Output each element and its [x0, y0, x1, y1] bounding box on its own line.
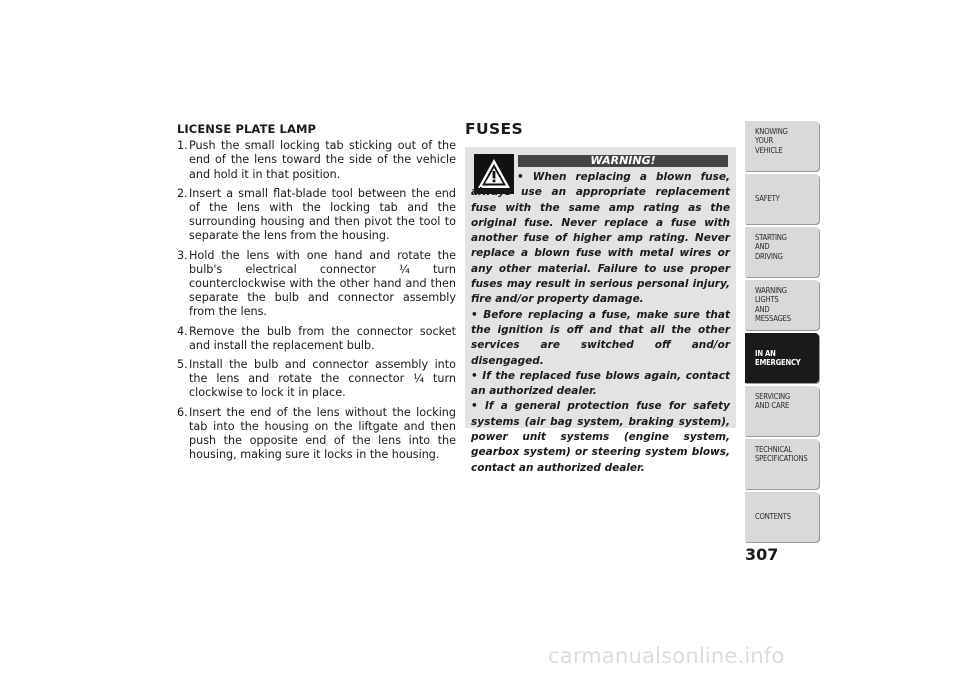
tab-label-line: AND CARE: [755, 401, 790, 411]
tab-label-line: DRIVING: [755, 251, 783, 261]
license-plate-title: LICENSE PLATE LAMP: [177, 122, 317, 136]
tab-label-line: AND: [755, 242, 770, 252]
page-number: 307: [745, 545, 779, 564]
warning-paragraph: • When replacing a blown fuse, always use an appropriate replacement fuse with the same amp rating as the original fuse. Never replace a fuse with another fuse of higher amp rating. Never replace a blown fuse with metal wires or any other material. Failure to use proper fuses may result in serious personal injury, fire and/or property damage.: [471, 171, 730, 306]
watermark: carmanualsonline.info: [548, 644, 785, 668]
tab-label-line: LIGHTS: [755, 295, 779, 305]
tab-safety[interactable]: [745, 174, 819, 224]
tab-label-line: CONTENTS: [755, 512, 791, 522]
warning-text: [471, 170, 730, 476]
step-text: Push the small locking tab sticking out of the end of the lens toward the side of the vehicle and hold it in that position.: [189, 139, 456, 181]
tab-label-line: YOUR: [755, 136, 774, 146]
step-number: 2.: [177, 186, 188, 200]
step-text: Hold the lens with one hand and rotate the bulb's electrical connector ¼ turn counterclockwise with the other hand and then separate the bulb and connector assembly from the lens.: [189, 248, 456, 319]
tab-label-line: KNOWING: [755, 127, 788, 136]
step-number: 1.: [177, 139, 188, 153]
license-plate-section: [177, 122, 456, 467]
step-text: Install the bulb and connector assembly into the lens and rotate the connector ¼ turn clockwise to lock it in place.: [189, 358, 456, 400]
tab-label-line: WARNING: [755, 286, 787, 295]
warning-paragraph: • If a general protection fuse for safety systems (air bag system, braking system), power unit systems (engine system, gearbox system) or steering system blows, contact an authorized dealer.: [471, 400, 730, 474]
tab-label-line: SPECIFICATIONS: [755, 454, 808, 464]
tab-contents[interactable]: [745, 492, 819, 542]
tab-in-an-emergency[interactable]: [745, 333, 819, 383]
tab-label-line: IN AN: [755, 348, 776, 358]
tab-label-line: SAFETY: [755, 194, 780, 204]
tab-servicing-and-care[interactable]: [745, 386, 819, 436]
step-number: 3.: [177, 248, 188, 262]
step-text: Insert the end of the lens without the locking tab into the housing on the liftgate and then push the opposite end of the lens into the housing, making sure it locks in the housing.: [189, 405, 456, 462]
tab-warning-lights-and-messages[interactable]: [745, 280, 819, 330]
step-item: [177, 325, 456, 353]
tab-label-line: MESSAGES: [755, 313, 791, 323]
step-item: [177, 358, 456, 401]
tab-label-line: TECHNICAL: [755, 445, 792, 454]
tab-label-line: STARTING: [755, 233, 787, 242]
warning-paragraph: • Before replacing a fuse, make sure that the ignition is off and that all the other services are switched off and/or disengaged.: [471, 308, 730, 367]
tab-label-line: EMERGENCY: [755, 358, 801, 367]
step-text: Insert a small flat-blade tool between the end of the lens with the locking tab and the surrounding housing and then pivot the tool to separate the lens from the housing.: [189, 186, 456, 243]
step-number: 6.: [177, 405, 188, 419]
fuses-title: FUSES: [465, 120, 524, 138]
step-number: 5.: [177, 358, 188, 372]
tab-label-line: SERVICING: [755, 392, 791, 401]
tab-technical-specifications[interactable]: [745, 439, 819, 489]
step-item: [177, 406, 456, 463]
tab-label-line: VEHICLE: [755, 145, 783, 155]
warning-banner: WARNING!: [518, 155, 728, 167]
step-item: [177, 139, 456, 182]
steps-list: [177, 139, 456, 462]
step-text: Remove the bulb from the connector socket and install the replacement bulb.: [189, 324, 456, 352]
step-number: 4.: [177, 324, 188, 338]
side-tabs: [745, 121, 819, 545]
step-item: [177, 249, 456, 320]
warning-box: [465, 147, 736, 474]
tab-knowing-your-vehicle[interactable]: [745, 121, 819, 171]
tab-label-line: AND: [755, 304, 770, 314]
step-item: [177, 187, 456, 244]
warning-paragraph: • If the replaced fuse blows again, contact an authorized dealer.: [471, 369, 730, 398]
tab-starting-and-driving[interactable]: [745, 227, 819, 277]
